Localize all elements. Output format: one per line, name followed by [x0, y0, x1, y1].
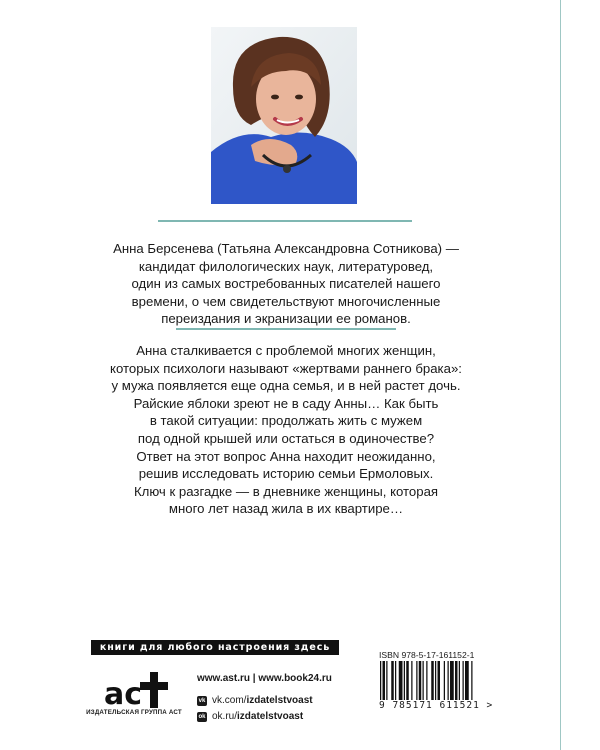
bio-line: переиздания и экранизации ее романов. — [161, 311, 411, 327]
divider-bottom — [176, 328, 396, 330]
barcode-digits: 9 785171 611521 > — [379, 700, 494, 711]
ast-logo — [100, 664, 172, 712]
annotation-line: под одной крышей или остаться в одиночестве? — [137, 430, 435, 446]
annotation-line: Анна сталкивается с проблемой многих женщин, — [136, 343, 436, 358]
annotation-line: Райские яблоки зреют не в саду Анны… Как быть — [133, 395, 439, 411]
annotation-line: в такой ситуации: продолжать жить с мужем — [149, 413, 423, 429]
tagline-banner — [91, 640, 339, 655]
bio-line: Анна Берсенева (Татьяна Александровна Сотникова) — — [113, 241, 459, 256]
svg-text:ас: ас — [104, 677, 143, 712]
annotation-line: решив исследовать историю семьи Ермоловых. — [138, 466, 434, 482]
isbn-barcode-block — [377, 650, 505, 712]
website-links[interactable]: www.ast.ru | www.book24.ru — [197, 673, 332, 684]
isbn-label: ISBN 978-5-17-161152-1 — [379, 650, 475, 660]
bio-line: один из самых востребованных писателей нашего — [131, 276, 441, 292]
bio-line: времени, о чем свидетельствуют многочисленные — [131, 293, 441, 309]
ok-link[interactable] — [197, 711, 337, 722]
vk-icon: vk — [198, 697, 206, 704]
author-bio — [100, 240, 472, 328]
tagline-text: книги для любого настроения здесь — [99, 642, 331, 653]
vk-handle: izdatelstvoast — [246, 695, 313, 706]
publisher-name: ИЗДАТЕЛЬСКАЯ ГРУППА АСТ — [86, 709, 182, 716]
bio-line: кандидат филологических наук, литературовед, — [138, 258, 434, 274]
book-annotation — [100, 342, 472, 518]
annotation-line: которых психологи называют «жертвами раннего брака»: — [110, 360, 462, 376]
annotation-line: много лет назад жила в их квартире… — [168, 501, 404, 517]
spine-edge-line — [560, 0, 561, 750]
divider-top — [158, 220, 412, 222]
annotation-line: Ключ к разгадке — в дневнике женщины, которая — [133, 483, 439, 499]
barcode-image — [377, 661, 505, 700]
author-photo — [211, 27, 357, 204]
annotation-line: Ответ на этот вопрос Анна находит неожиданно, — [136, 448, 436, 464]
ok-handle: izdatelstvoast — [237, 711, 304, 722]
ok-prefix: ok.ru/ — [212, 711, 238, 722]
ok-icon: ok — [198, 713, 206, 720]
vk-prefix: vk.com/ — [212, 695, 247, 706]
annotation-line: у мужа появляется еще одна семья, и в ней растет дочь. — [111, 378, 461, 394]
vk-link[interactable] — [197, 695, 337, 706]
